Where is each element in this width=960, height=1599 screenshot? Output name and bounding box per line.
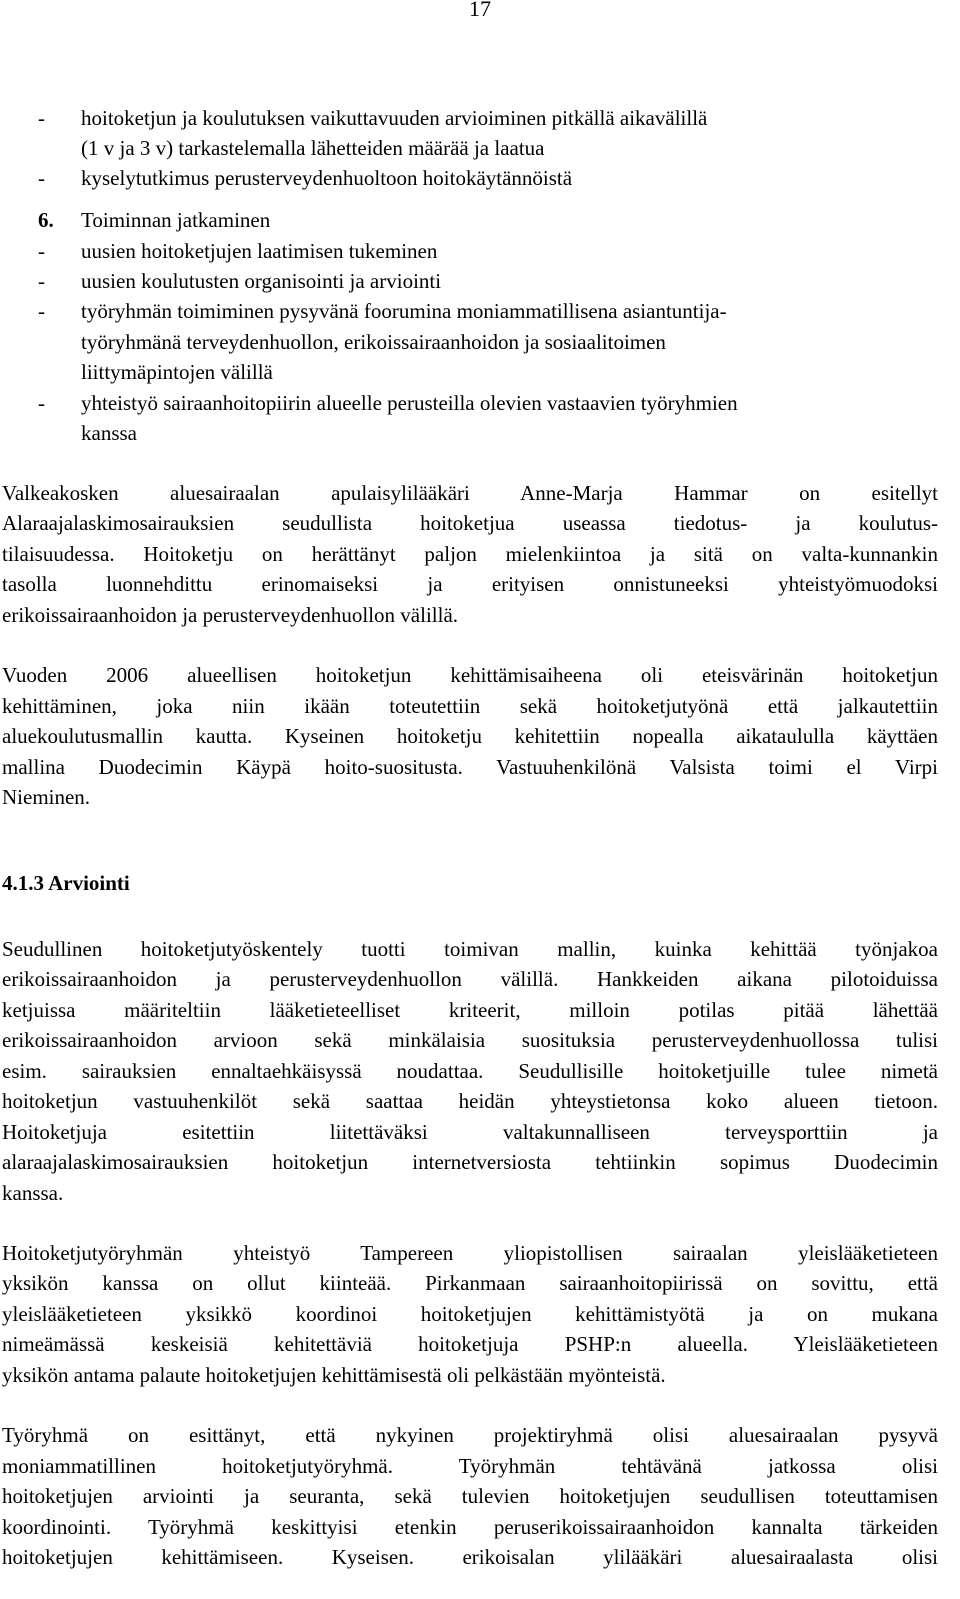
list-item-text: kanssa [81,421,137,445]
paragraph-line: tilaisuudessa. Hoitoketju on herättänyt paljon mielenkiintoa ja sitä on valta-kunnankin [2,542,938,566]
list-item-text: uusien koulutusten organisointi ja arviointi [81,269,442,293]
list-dash: - [38,166,45,190]
page-number: 17 [469,0,491,21]
paragraph-line: hoitoketjujen arviointi ja seuranta, sekä tulevien hoitoketjujen seudullisen toteuttamisen [2,1484,938,1508]
paragraph-line: Hoitoketjuja esitettiin liitettäväksi valtakunnalliseen terveysporttiin ja [2,1120,938,1144]
paragraph-line: ketjuissa määriteltiin lääketieteelliset kriteerit, milloin potilas pitää lähettää [2,998,938,1022]
paragraph-line: alaraajalaskimosairauksien hoitoketjun internetversiosta tehtiinkin sopimus Duodecimin [2,1150,938,1174]
section-heading-4-1-3: 4.1.3 Arviointi [2,871,130,895]
paragraph-line: erikoissairaanhoidon ja perusterveydenhuollon välillä. Hankkeiden aikana pilotoiduissa [2,967,938,991]
paragraph-line: esim. sairauksien ennaltaehkäisyssä noudattaa. Seudullisille hoitoketjuille tulee nimetä [2,1059,938,1083]
list-dash: - [38,239,45,263]
paragraph-line: nimeämässä keskeisiä kehitettäviä hoitoketjuja PSHP:n alueella. Yleislääketieteen [2,1332,938,1356]
section-number: 6. [38,208,54,232]
paragraph-line: yksikön antama palaute hoitoketjujen kehittämisestä oli pelkästään myönteistä. [2,1363,666,1387]
paragraph-line: Työryhmä on esittänyt, että nykyinen projektiryhmä olisi aluesairaalan pysyvä [2,1423,938,1447]
list-dash: - [38,391,45,415]
paragraph-line: kehittäminen, joka niin ikään toteutettiin sekä hoitoketjutyönä että jalkautettiin [2,694,938,718]
list-item-text: liittymäpintojen välillä [81,360,273,384]
paragraph-line: hoitoketjun vastuuhenkilöt sekä saattaa heidän yhteystietonsa koko alueen tietoon. [2,1089,938,1113]
paragraph-line: yksikön kanssa on ollut kiinteää. Pirkanmaan sairaanhoitopiirissä on sovittu, että [2,1271,938,1295]
paragraph-line: moniammatillinen hoitoketjutyöryhmä. Työryhmän tehtävänä jatkossa olisi [2,1454,938,1478]
paragraph-line: mallina Duodecimin Käypä hoito-suositusta. Vastuuhenkilönä Valsista toimi el Virpi [2,755,938,779]
paragraph-line: Vuoden 2006 alueellisen hoitoketjun kehittämisaiheena oli eteisvärinän hoitoketjun [2,663,938,687]
paragraph-line: erikoissairaanhoidon ja perusterveydenhuollon välillä. [2,603,459,627]
paragraph-line: Valkeakosken aluesairaalan apulaisylilääkäri Anne-Marja Hammar on esitellyt [2,481,938,505]
paragraph-line: koordinointi. Työryhmä keskittyisi etenkin peruserikoissairaanhoidon kannalta tärkeiden [2,1515,938,1539]
list-dash: - [38,106,45,130]
list-item-text: yhteistyö sairaanhoitopiirin alueelle perusteilla olevien vastaavien työryhmien [81,391,738,415]
list-dash: - [38,269,45,293]
list-item-text: kyselytutkimus perusterveydenhuoltoon hoitokäytännöistä [81,166,573,190]
paragraph-line: yleislääketieteen yksikkö koordinoi hoitoketjujen kehittämistyötä ja on mukana [2,1302,938,1326]
paragraph-line: Alaraajalaskimosairauksien seudullista hoitoketjua useassa tiedotus- ja koulutus- [2,511,938,535]
section-title: Toiminnan jatkaminen [81,208,271,232]
paragraph-line: erikoissairaanhoidon arvioon sekä minkälaisia suosituksia perusterveydenhuollossa tulisi [2,1028,938,1052]
paragraph-line: Nieminen. [2,785,91,809]
paragraph-line: hoitoketjujen kehittämiseen. Kyseisen. erikoisalan ylilääkäri aluesairaalasta olisi [2,1545,938,1569]
list-dash: - [38,299,45,323]
list-item-text: työryhmänä terveydenhuollon, erikoissairaanhoidon ja sosiaalitoimen [81,330,666,354]
list-item-text: hoitoketjun ja koulutuksen vaikuttavuuden arvioiminen pitkällä aikavälillä [81,106,708,130]
paragraph-line: aluekoulutusmallin kautta. Kyseinen hoitoketju kehitettiin nopealla aikataululla käyttäen [2,724,938,748]
list-item-text: uusien hoitoketjujen laatimisen tukeminen [81,239,438,263]
paragraph-line: Seudullinen hoitoketjutyöskentely tuotti toimivan mallin, kuinka kehittää työnjakoa [2,937,938,961]
paragraph-line: Hoitoketjutyöryhmän yhteistyö Tampereen yliopistollisen sairaalan yleislääketieteen [2,1241,938,1265]
list-item-text: työryhmän toimiminen pysyvänä foorumina moniammatillisena asiantuntija- [81,299,727,323]
paragraph-line: tasolla luonnehdittu erinomaiseksi ja erityisen onnistuneeksi yhteistyömuodoksi [2,572,938,596]
paragraph-line: kanssa. [2,1181,64,1205]
list-item-text: (1 v ja 3 v) tarkastelemalla lähetteiden määrää ja laatua [81,136,545,160]
